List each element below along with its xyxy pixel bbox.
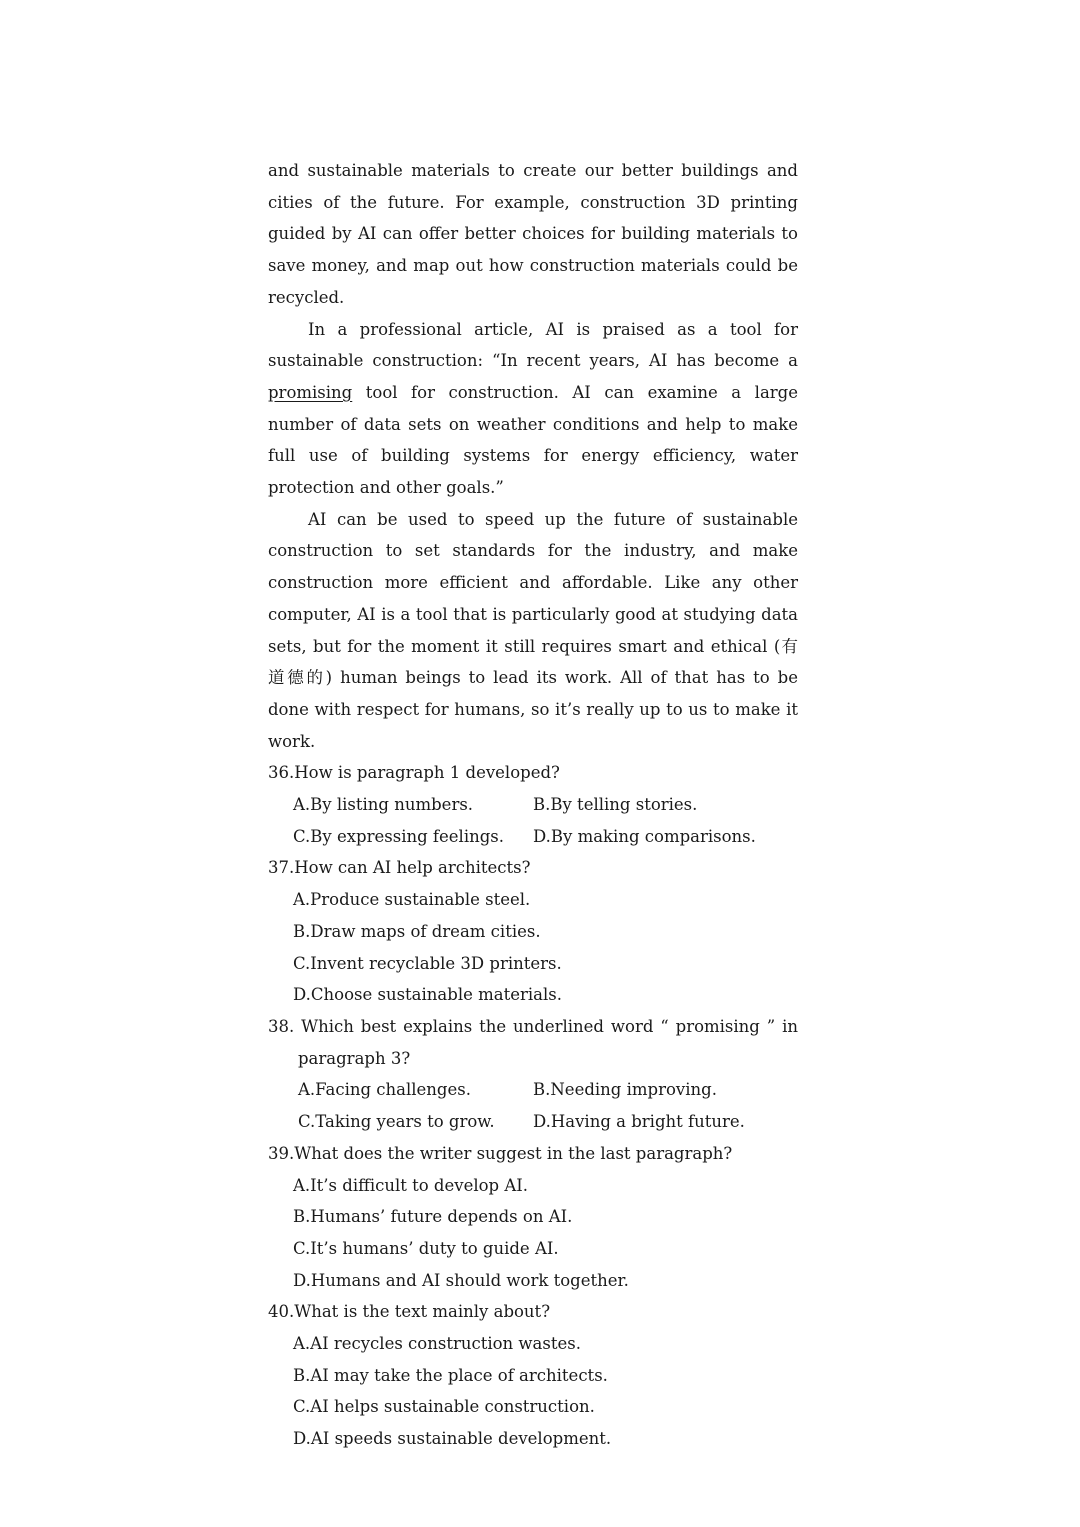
option-d[interactable]: D.AI speeds sustainable development.: [293, 1429, 612, 1449]
question-40: [268, 1296, 798, 1455]
option-c[interactable]: C.By expressing feelings.: [293, 826, 504, 846]
question-36: [268, 757, 798, 852]
option-d[interactable]: D.Humans and AI should work together.: [293, 1270, 629, 1290]
option-a[interactable]: A.It’s difficult to develop AI.: [293, 1175, 529, 1195]
question-39: [268, 1138, 798, 1297]
passage-paragraph-continued: and sustainable materials to create our better buildings and cities of the future. For example, construction 3D printing guided by AI can offer better choices for building materials to save money, and map out how construction materials could be recycled.: [268, 161, 798, 307]
option-a[interactable]: A.AI recycles construction wastes.: [293, 1334, 581, 1354]
option-d[interactable]: D.Choose sustainable materials.: [293, 985, 562, 1005]
option-c[interactable]: C.Invent recyclable 3D printers.: [293, 953, 562, 973]
option-b[interactable]: B.AI may take the place of architects.: [293, 1365, 608, 1385]
question-stem-continued: paragraph 3?: [298, 1048, 411, 1068]
exam-page: [268, 155, 798, 1455]
question-stem: 36.How is paragraph 1 developed?: [268, 763, 560, 783]
paragraph-3-text-start: In a professional article, AI is praised as a tool for sustainable construction: “In recent years, AI has become a: [268, 319, 798, 371]
question-38: [268, 1011, 798, 1138]
question-stem: 40.What is the text mainly about?: [268, 1302, 551, 1322]
option-c[interactable]: C.AI helps sustainable construction.: [293, 1397, 595, 1417]
option-a[interactable]: A.Produce sustainable steel.: [293, 890, 531, 910]
question-stem: 39.What does the writer suggest in the last paragraph?: [268, 1143, 733, 1163]
option-b[interactable]: B.By telling stories.: [533, 795, 698, 815]
option-c[interactable]: C.It’s humans’ duty to guide AI.: [293, 1238, 559, 1258]
option-a[interactable]: A.By listing numbers.: [293, 795, 474, 815]
option-c[interactable]: C.Taking years to grow.: [298, 1112, 495, 1132]
option-row: [293, 789, 798, 821]
option-row: [293, 821, 798, 853]
option-row: [298, 1074, 798, 1106]
option-row: [298, 1106, 798, 1138]
passage-paragraph-3: [268, 314, 798, 504]
passage-paragraph-4: AI can be used to speed up the future of sustainable construction to set standards for the industry, and make construction more efficient and affordable. Like any other computer, AI is a tool that is particularly good at studying data sets, but for the moment it still requires smart and ethical (有道德的) human beings to lead its work. All of that has to be done with respect for humans, so it’s really up to us to make it work.: [268, 509, 798, 751]
option-b[interactable]: B.Humans’ future depends on AI.: [293, 1207, 573, 1227]
underlined-word-promising: promising: [268, 382, 353, 402]
option-a[interactable]: A.Facing challenges.: [298, 1080, 471, 1100]
option-d[interactable]: D.Having a bright future.: [533, 1112, 745, 1132]
option-d[interactable]: D.By making comparisons.: [533, 826, 756, 846]
question-stem: 37.How can AI help architects?: [268, 858, 531, 878]
question-stem: 38. Which best explains the underlined word “ promising ” in: [268, 1016, 798, 1036]
option-b[interactable]: B.Needing improving.: [533, 1080, 717, 1100]
paragraph-3-text-end: tool for construction. AI can examine a large number of data sets on weather conditions and help to make full use of building systems for energy efficiency, water protection and other goals.”: [268, 382, 798, 498]
question-37: [268, 852, 798, 1011]
option-b[interactable]: B.Draw maps of dream cities.: [293, 921, 541, 941]
